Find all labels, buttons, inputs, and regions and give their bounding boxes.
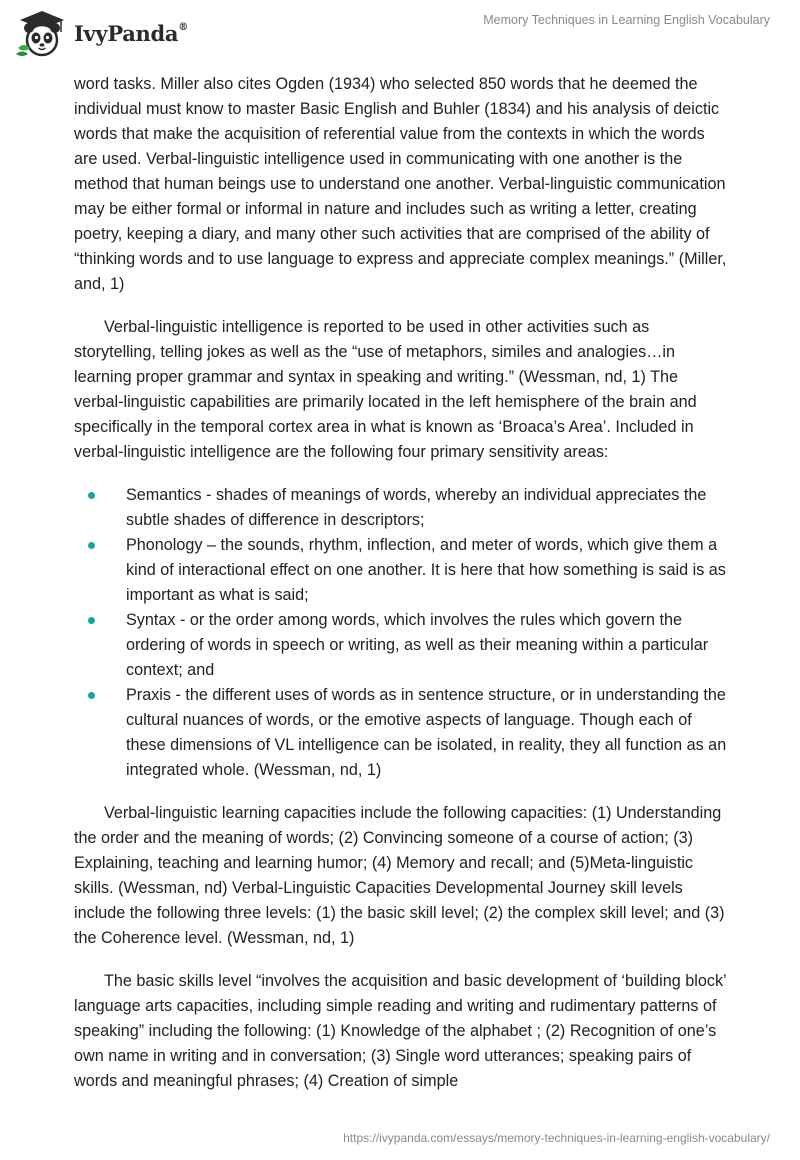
source-url-link[interactable]: https://ivypanda.com/essays/memory-techniques-in-learning-english-vocabulary/ [343,1131,770,1145]
bullet-dot-icon [88,492,95,499]
list-item [74,533,730,608]
list-item [74,683,730,783]
list-item-text: Praxis - the different uses of words as in sentence structure, or in understanding the cultural nuances of words, or the emotive aspects of language. Though each of these dimensions of VL intelligence can be isolated, in reality, they all function as an integrated whole. (Wessman, nd, 1) [126,686,727,779]
bullet-dot-icon [88,542,95,549]
bullet-dot-icon [88,692,95,699]
essay-body [74,72,730,1112]
panda-graduate-icon [14,8,70,58]
brand-logo[interactable] [14,8,188,58]
list-item [74,483,730,533]
list-item [74,608,730,683]
bullet-dot-icon [88,617,95,624]
list-item-text: Semantics - shades of meanings of words, whereby an individual appreciates the subtle shades of difference in descriptors; [126,486,707,529]
brand-name: IvyPanda® [74,20,188,46]
document-title: Memory Techniques in Learning English Vocabulary [483,13,770,27]
page-header [0,0,800,70]
list-item-text: Syntax - or the order among words, which involves the rules which govern the ordering of words in speech or writing, as well as their meaning within a particular context; and [126,611,709,679]
paragraph: word tasks. Miller also cites Ogden (1934) who selected 850 words that he deemed the individual must know to master Basic English and Buhler (1834) and his analysis of deictic words that make the acquisition of referential value from the contexts in which the words are used. Verbal-linguistic intelligence used in communicating with one another is the method that human beings use to understand one another. Verbal-linguistic communication may be either formal or informal in nature and includes such as writing a letter, creating poetry, keeping a diary, and many other such activities that are comprised of the ability of “thinking words and to use language to express and appreciate complex meanings.” (Miller, and, 1) [74,75,727,293]
sensitivity-areas-list [74,483,730,783]
paragraph: Verbal-linguistic intelligence is reported to be used in other activities such as storytelling, telling jokes as well as the “use of metaphors, similes and analogies…in learning proper grammar and syntax in speaking and writing.” (Wessman, nd, 1) The verbal-linguistic capabilities are primarily located in the left hemisphere of the brain and specifically in the temporal cortex area in what is known as ‘Broaca’s Area’. Included in verbal-linguistic intelligence are the following four primary sensitivity areas: [74,318,697,461]
paragraph: The basic skills level “involves the acquisition and basic development of ‘building block’ language arts capacities, including simple reading and writing and rudimentary patterns of speaking” including the following: (1) Knowledge of the alphabet ; (2) Recognition of one’s own name in writing and in conversation; (3) Single word utterances; speaking pairs of words and meaningful phrases; (4) Creation of simple [74,972,727,1090]
paragraph: Verbal-linguistic learning capacities include the following capacities: (1) Understanding the order and the meaning of words; (2) Convincing someone of a course of action; (3) Explaining, teaching and learning humor; (4) Memory and recall; and (5)Meta-linguistic skills. (Wessman, nd) Verbal-Linguistic Capacities Developmental Journey skill levels include the following three levels: (1) the basic skill level; (2) the complex skill level; and (3) the Coherence level. (Wessman, nd, 1) [74,804,725,947]
list-item-text: Phonology – the sounds, rhythm, inflection, and meter of words, which give them a kind of interactional effect on one another. It is here that how something is said is as important as what is said; [126,536,726,604]
